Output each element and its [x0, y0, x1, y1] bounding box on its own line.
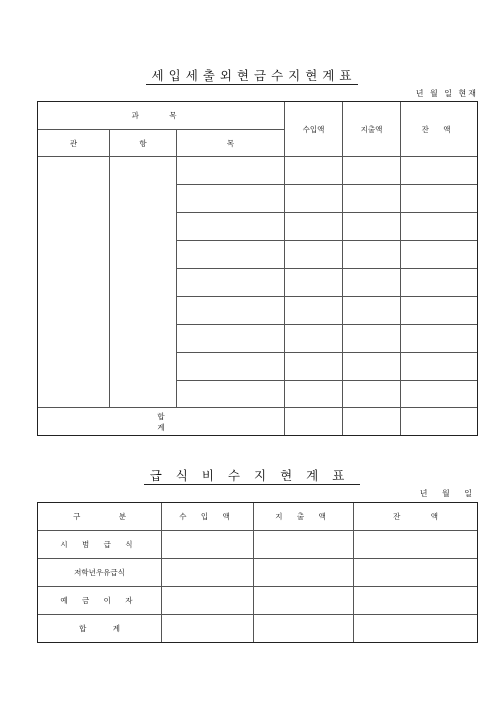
table-cell	[401, 381, 478, 408]
table-cell	[285, 381, 343, 408]
table-cell	[401, 353, 478, 381]
table-cell	[285, 297, 343, 325]
table-cell	[354, 559, 478, 587]
table-cell	[162, 531, 254, 559]
table-cell	[285, 269, 343, 297]
header-category: 과 목	[38, 102, 285, 130]
table-cell	[285, 353, 343, 381]
table-cell	[254, 531, 354, 559]
table-cell	[343, 381, 401, 408]
header-expense: 지출액	[343, 102, 401, 157]
table-cell	[162, 615, 254, 643]
table-cell	[343, 213, 401, 241]
table-cell	[401, 408, 478, 436]
table-cell	[285, 325, 343, 353]
table1-date-line: 년 월 일 현재	[415, 89, 478, 98]
row-label: 예 금 이 자	[38, 587, 162, 615]
table-cell	[285, 408, 343, 436]
table-cell	[285, 213, 343, 241]
table2-date-line: 년 월 일	[419, 489, 478, 498]
table-cell	[401, 185, 478, 213]
table-cell	[343, 325, 401, 353]
table1-title: 세입세출외현금수지현계표	[0, 66, 504, 84]
header-mok: 목	[177, 130, 285, 157]
table-cell	[285, 157, 343, 185]
table-cell	[354, 587, 478, 615]
table-cell	[343, 269, 401, 297]
table-cell	[177, 185, 285, 213]
row-label: 저학년우유급식	[38, 559, 162, 587]
table-cell	[401, 213, 478, 241]
table-cell	[354, 615, 478, 643]
table-cell	[177, 297, 285, 325]
table-cell	[401, 241, 478, 269]
table-cell	[401, 157, 478, 185]
table-cell	[343, 297, 401, 325]
cash-balance-table	[37, 101, 478, 436]
row-label: 시 범 급 식	[38, 531, 162, 559]
table-cell	[177, 157, 285, 185]
table-cell	[343, 241, 401, 269]
table-cell	[285, 185, 343, 213]
table-cell	[177, 325, 285, 353]
header-balance: 잔 액	[401, 102, 478, 157]
table-cell	[354, 531, 478, 559]
header-hang: 항	[110, 130, 177, 157]
table-cell	[254, 587, 354, 615]
table-cell	[162, 587, 254, 615]
header-expense: 지 출 액	[254, 503, 354, 531]
table-cell	[401, 297, 478, 325]
table-cell	[285, 241, 343, 269]
meal-fee-table	[37, 502, 478, 643]
header-gwan: 관	[38, 130, 110, 157]
table-cell	[401, 325, 478, 353]
table-cell	[343, 408, 401, 436]
table-cell	[177, 241, 285, 269]
header-balance: 잔 액	[354, 503, 478, 531]
table-cell	[401, 269, 478, 297]
table-cell	[177, 381, 285, 408]
table-cell	[343, 185, 401, 213]
hang-cell	[110, 157, 177, 408]
header-income: 수입액	[285, 102, 343, 157]
row-label: 합 계	[38, 615, 162, 643]
table-cell	[254, 615, 354, 643]
gwan-cell	[38, 157, 110, 408]
table-cell	[254, 559, 354, 587]
table-cell	[162, 559, 254, 587]
table-cell	[343, 353, 401, 381]
table-cell	[343, 157, 401, 185]
table-cell	[177, 269, 285, 297]
table-cell	[177, 213, 285, 241]
table2-title: 급식비수지현계표	[0, 466, 504, 484]
total-row-label: 합 계	[38, 408, 285, 436]
header-division: 구 분	[38, 503, 162, 531]
table-cell	[177, 353, 285, 381]
header-income: 수 입 액	[162, 503, 254, 531]
